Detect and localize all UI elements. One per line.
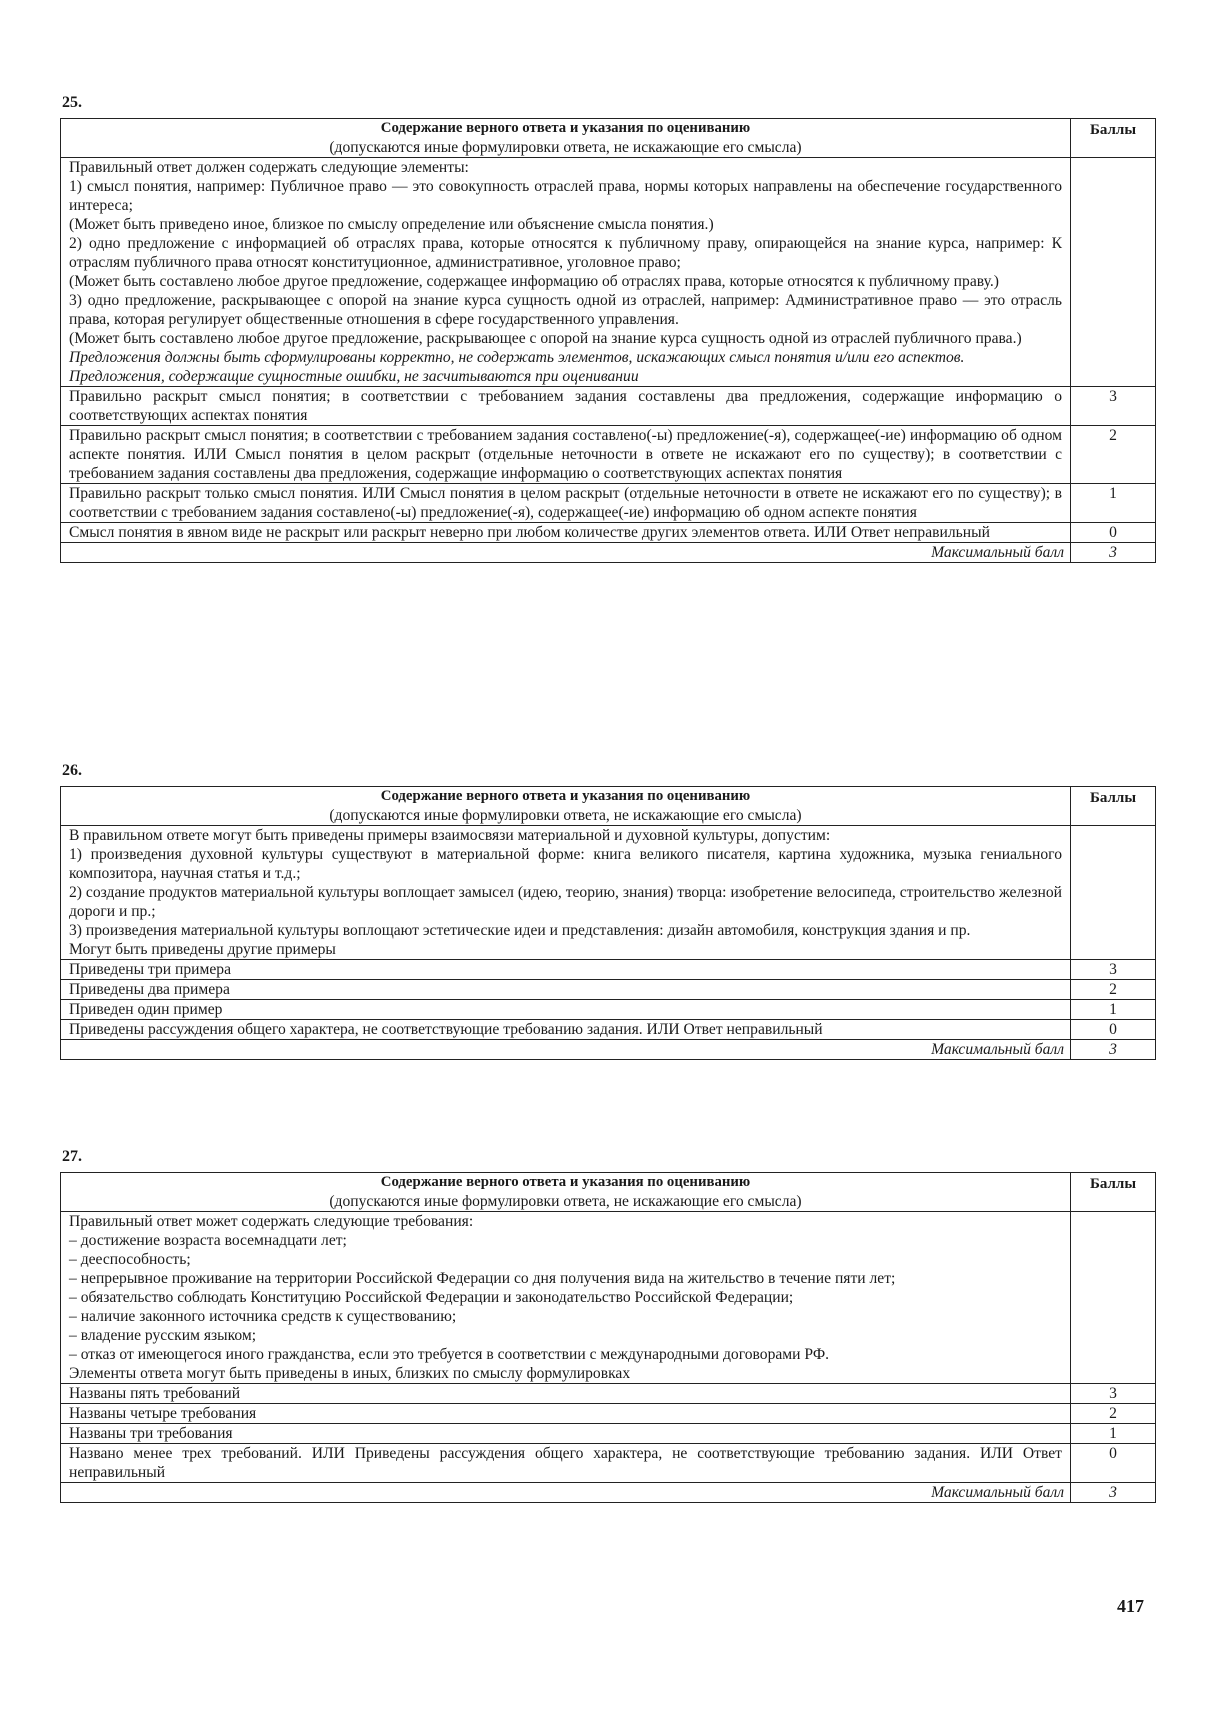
- header-points: Баллы: [1071, 787, 1156, 826]
- max-score-row: [61, 543, 1156, 563]
- header-main: Содержание верного ответа и указания по оцениванию: [380, 120, 751, 136]
- criteria-text: Приведены два примера: [61, 980, 1071, 1000]
- criteria-row: [61, 1020, 1156, 1040]
- criteria-text: Приведены три примера: [61, 960, 1071, 980]
- criteria-text: Правильно раскрыт смысл понятия; в соответствии с требованием задания составлены два предложения, содержащие информацию о соответствующих аспектах понятия: [61, 387, 1071, 426]
- content-row: [61, 158, 1156, 387]
- task-27-number: 27.: [62, 1148, 82, 1165]
- criteria-points: 2: [1071, 1404, 1156, 1424]
- max-score-value: 3: [1071, 1040, 1156, 1060]
- criteria-text: Названо менее трех требований. ИЛИ Приведены рассуждения общего характера, не соответствующие требованию задания. ИЛИ Ответ неправильный: [61, 1444, 1071, 1483]
- criteria-text: Названы пять требований: [61, 1384, 1071, 1404]
- header-cell: [61, 119, 1071, 158]
- content-line: (Может быть приведено иное, близкое по смыслу определение или объяснение смысла понятия.): [69, 216, 714, 233]
- table-header: [61, 119, 1156, 158]
- note-line: Предложения должны быть сформулированы корректно, не содержать элементов, искажающих смысл понятия и/или его аспектов.: [69, 349, 965, 366]
- content-line: (Может быть составлено любое другое предложение, содержащее информацию об отраслях права, которые относятся к публичному праву.): [69, 273, 999, 290]
- max-score-label: Максимальный балл: [61, 543, 1071, 563]
- header-main: Содержание верного ответа и указания по оцениванию: [380, 1174, 751, 1190]
- content-line: Элементы ответа могут быть приведены в иных, близких по смыслу формулировках: [69, 1365, 631, 1382]
- criteria-row: [61, 1444, 1156, 1483]
- content-line: (Может быть составлено любое другое предложение, раскрывающее с опорой на знание курса сущность одной из отраслей публичного права.): [69, 330, 1022, 347]
- criteria-points: 1: [1071, 484, 1156, 523]
- criteria-points: 3: [1071, 387, 1156, 426]
- criteria-text: Названы четыре требования: [61, 1404, 1071, 1424]
- criteria-row: [61, 1000, 1156, 1020]
- content-line: – отказ от имеющегося иного гражданства, если это требуется в соответствии с международными договорами РФ.: [69, 1346, 830, 1363]
- answer-content: [61, 826, 1071, 960]
- content-line: 2) создание продуктов материальной культуры воплощает замысел (идею, теорию, знания) творца: изобретение велосипеда, строительство железной дороги и пр.;: [69, 884, 1062, 920]
- max-score-value: 3: [1071, 1483, 1156, 1503]
- note-line: Предложения, содержащие сущностные ошибки, не засчитываются при оценивании: [69, 368, 639, 385]
- content-line: Правильный ответ должен содержать следующие элементы:: [69, 159, 469, 176]
- max-score-row: [61, 1040, 1156, 1060]
- page-number: 417: [1117, 1596, 1144, 1616]
- content-line: 3) произведения материальной культуры воплощают эстетические идеи и представления: дизайн автомобиля, конструкция здания и пр.: [69, 922, 971, 939]
- max-score-value: 3: [1071, 543, 1156, 563]
- content-line: 1) смысл понятия, например: Публичное право — это совокупность отраслей права, нормы которых направлены на обеспечение государственного интереса;: [69, 178, 1062, 214]
- header-sub: (допускаются иные формулировки ответа, не искажающие его смысла): [329, 1193, 802, 1210]
- header-cell: [61, 1173, 1071, 1212]
- criteria-text: Приведен один пример: [61, 1000, 1071, 1020]
- criteria-text: Названы три требования: [61, 1424, 1071, 1444]
- content-line: – непрерывное проживание на территории Российской Федерации со дня получения вида на жительство в течение пяти лет;: [69, 1270, 896, 1287]
- max-score-row: [61, 1483, 1156, 1503]
- criteria-points: 3: [1071, 960, 1156, 980]
- criteria-row: [61, 1424, 1156, 1444]
- content-line: 3) одно предложение, раскрывающее с опорой на знание курса сущность одной из отраслей, например: Административное право — это отрасль права, которая регулирует общественные отношения в сфере государственного управления.: [69, 292, 1062, 328]
- content-line: – наличие законного источника средств к существованию;: [69, 1308, 457, 1325]
- criteria-points: 3: [1071, 1384, 1156, 1404]
- content-row: [61, 826, 1156, 960]
- header-main: Содержание верного ответа и указания по оцениванию: [380, 788, 751, 804]
- max-score-label: Максимальный балл: [61, 1483, 1071, 1503]
- criteria-points: 0: [1071, 523, 1156, 543]
- max-score-label: Максимальный балл: [61, 1040, 1071, 1060]
- task-25-table: [60, 118, 1156, 563]
- criteria-row: [61, 1384, 1156, 1404]
- task-25-number: 25.: [62, 94, 82, 111]
- task-26-number: 26.: [62, 762, 82, 779]
- criteria-row: [61, 1404, 1156, 1424]
- criteria-points: 2: [1071, 980, 1156, 1000]
- criteria-points: 0: [1071, 1020, 1156, 1040]
- answer-content: [61, 158, 1071, 387]
- header-points: Баллы: [1071, 119, 1156, 158]
- criteria-points: 2: [1071, 426, 1156, 484]
- task-27-table: [60, 1172, 1156, 1503]
- content-line: – обязательство соблюдать Конституцию Российской Федерации и законодательство Российской Федерации;: [69, 1289, 794, 1306]
- header-points: Баллы: [1071, 1173, 1156, 1212]
- content-line: – достижение возраста восемнадцати лет;: [69, 1232, 347, 1249]
- content-line: 2) одно предложение с информацией об отраслях права, которые относятся к публичному праву, опирающейся на знание курса, например: К отраслям публичного права относят конституционное, административное, уголовное право;: [69, 235, 1062, 271]
- criteria-row: [61, 484, 1156, 523]
- table-header: [61, 787, 1156, 826]
- criteria-row: [61, 426, 1156, 484]
- criteria-points: 1: [1071, 1424, 1156, 1444]
- task-26-table: [60, 786, 1156, 1060]
- criteria-points: 1: [1071, 1000, 1156, 1020]
- criteria-points: 0: [1071, 1444, 1156, 1483]
- content-line: – владение русским языком;: [69, 1327, 257, 1344]
- criteria-text: Смысл понятия в явном виде не раскрыт или раскрыт неверно при любом количестве других элементов ответа. ИЛИ Ответ неправильный: [61, 523, 1071, 543]
- criteria-row: [61, 980, 1156, 1000]
- table-header: [61, 1173, 1156, 1212]
- header-cell: [61, 787, 1071, 826]
- criteria-row: [61, 523, 1156, 543]
- criteria-row: [61, 960, 1156, 980]
- content-line: Правильный ответ может содержать следующие требования:: [69, 1213, 474, 1230]
- content-line: В правильном ответе могут быть приведены примеры взаимосвязи материальной и духовной культуры, допустим:: [69, 827, 831, 844]
- content-line: – дееспособность;: [69, 1251, 191, 1268]
- content-line: Могут быть приведены другие примеры: [69, 941, 336, 958]
- header-sub: (допускаются иные формулировки ответа, не искажающие его смысла): [329, 139, 802, 156]
- content-row: [61, 1212, 1156, 1384]
- answer-content: [61, 1212, 1071, 1384]
- content-line: 1) произведения духовной культуры существуют в материальной форме: книга великого писателя, картина художника, музыка гениального композитора, научная статья и т.д.;: [69, 846, 1062, 882]
- criteria-text: Приведены рассуждения общего характера, не соответствующие требованию задания. ИЛИ Ответ неправильный: [61, 1020, 1071, 1040]
- criteria-text: Правильно раскрыт смысл понятия; в соответствии с требованием задания составлено(-ы) предложение(-я), содержащее(-ие) информацию об одном аспекте понятия. ИЛИ Смысл понятия в целом раскрыт (отдельные неточности в ответе не искажают его по существу); в соответствии с требованием задания составлены два предложения, содержащие информацию о соответствующих аспектах понятия: [61, 426, 1071, 484]
- criteria-row: [61, 387, 1156, 426]
- header-sub: (допускаются иные формулировки ответа, не искажающие его смысла): [329, 807, 802, 824]
- criteria-text: Правильно раскрыт только смысл понятия. ИЛИ Смысл понятия в целом раскрыт (отдельные неточности в ответе не искажают его по существу); в соответствии с требованием задания составлено(-ы) предложение(-я), содержащее(-ие) информацию об одном аспекте понятия: [61, 484, 1071, 523]
